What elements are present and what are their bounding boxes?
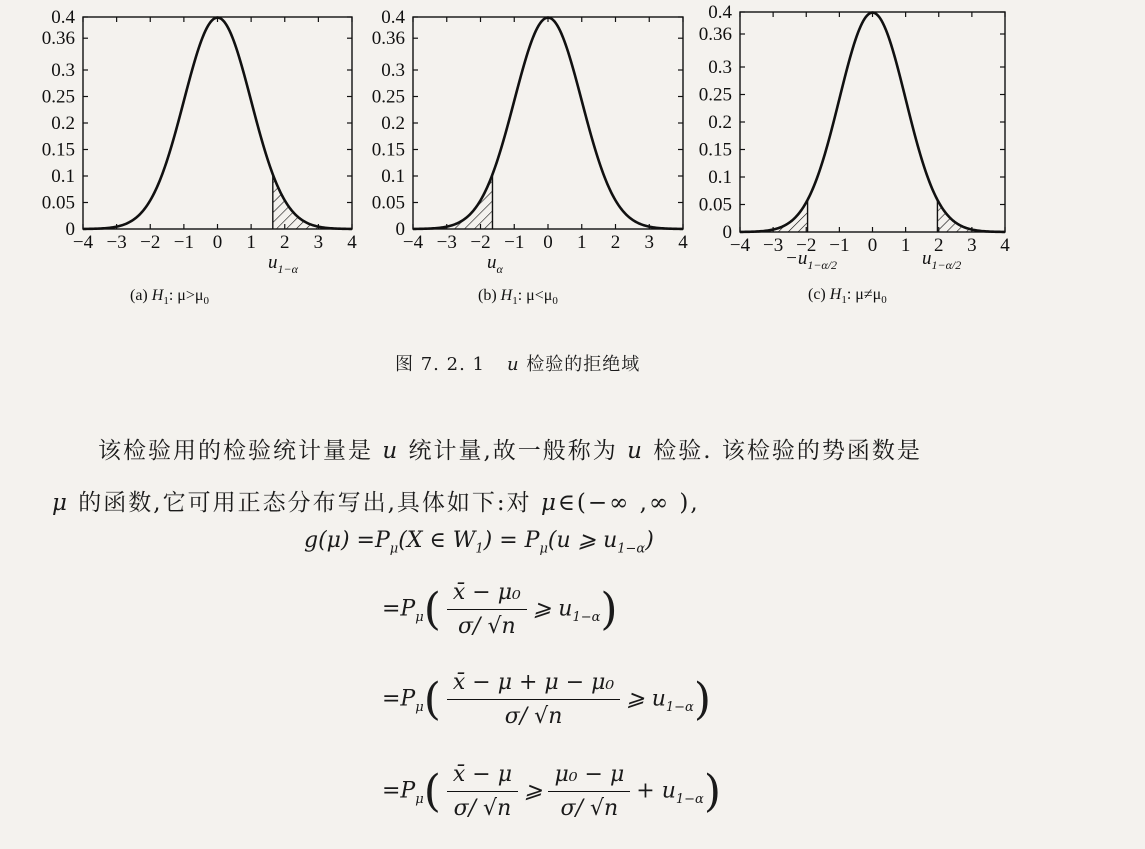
eq-fraction — [548, 762, 630, 821]
math-mu: μ — [540, 490, 558, 516]
x-tick-label: −4 — [402, 232, 424, 253]
math-u: u — [627, 438, 644, 464]
eq-sub: μ — [415, 791, 424, 807]
figure-7-2-1 — [0, 0, 1145, 340]
eq-sub: 1−α — [617, 541, 646, 557]
panel-b-chart — [372, 7, 689, 307]
panel-caption — [478, 287, 558, 307]
y-tick-label: 0.05 — [698, 194, 732, 216]
x-tick-label: 0 — [543, 232, 553, 253]
x-tick-label: 3 — [644, 232, 654, 253]
eq-text: =P — [382, 596, 416, 622]
critical-value-subscript: 1−α/2 — [931, 258, 962, 272]
eq-text: =P — [382, 778, 416, 804]
panel-caption — [808, 286, 887, 306]
fraction-numerator: x̄ − μ₀ — [447, 580, 527, 610]
panel-c-chart — [699, 2, 1011, 306]
text-span: 检验. 该检验的势函数是 — [643, 438, 922, 464]
x-tick-label: 4 — [347, 232, 357, 253]
caption-part: H — [151, 287, 164, 304]
critical-value-subscript: 1−α/2 — [807, 258, 838, 272]
x-tick-label: 2 — [280, 232, 290, 253]
critical-value-label: $-u_{1-\alpha/2}$ — [785, 248, 838, 272]
eq-sub: 1−α — [675, 791, 704, 807]
x-tick-label: 1 — [900, 235, 911, 256]
y-tick-label: 0.05 — [371, 192, 405, 214]
x-tick-label: 1 — [577, 232, 587, 253]
caption-part: : μ>μ — [168, 287, 204, 304]
density-curve — [83, 18, 352, 229]
x-tick-label: −2 — [470, 232, 491, 253]
y-tick-label: 0.05 — [41, 192, 75, 214]
critical-value-label: $u_\alpha$ — [487, 252, 503, 276]
math-mu: μ — [52, 490, 69, 516]
figure-caption-text: 检验的拒绝域 — [519, 354, 641, 375]
equation-4 — [382, 762, 721, 821]
eq-text: (u ⩾ u — [547, 528, 618, 553]
eq-geq: ⩾ — [524, 778, 543, 804]
eq-sub: μ — [539, 541, 548, 557]
equation-2 — [382, 580, 618, 639]
figure-number: 图 7. 2. 1 — [395, 354, 485, 375]
plot-frame — [83, 17, 352, 229]
y-tick-label: 0.1 — [708, 167, 732, 188]
caption-part: 0 — [552, 295, 558, 307]
plot-frame — [740, 12, 1005, 232]
caption-part: (b) — [478, 287, 501, 304]
caption-part: : μ≠μ — [846, 286, 882, 303]
eq-text: g(μ) =P — [304, 528, 390, 553]
text-span: 的函数,它可用正态分布写出,具体如下:对 — [68, 490, 541, 516]
y-tick-label: 0 — [722, 222, 732, 243]
y-tick-label: 0.15 — [41, 139, 75, 161]
eq-paren: ( — [423, 766, 441, 817]
x-tick-label: 4 — [678, 232, 688, 253]
x-tick-label: −3 — [763, 235, 784, 256]
y-tick-label: 0.36 — [371, 28, 405, 50]
equation-1 — [304, 528, 654, 556]
figure-caption — [395, 350, 640, 376]
eq-paren: ( — [423, 584, 441, 635]
text-span: ∈(−∞ ,∞ ), — [557, 490, 700, 516]
critical-value-subscript: 1−α — [277, 262, 298, 276]
x-tick-label: −2 — [796, 235, 817, 256]
y-tick-label: 0.1 — [381, 166, 405, 187]
eq-paren: ( — [423, 674, 441, 725]
caption-part: 0 — [203, 295, 209, 307]
eq-fraction — [447, 580, 527, 639]
figure-caption-u: u — [506, 354, 520, 375]
y-tick-label: 0 — [65, 219, 75, 240]
y-tick-label: 0.2 — [51, 113, 75, 134]
x-tick-label: −3 — [106, 232, 127, 253]
x-tick-label: 0 — [212, 232, 223, 253]
eq-text: + u — [636, 778, 676, 804]
density-curve — [413, 18, 683, 229]
text-span: 统计量,故一般称为 — [399, 438, 628, 464]
x-tick-label: 3 — [313, 232, 324, 253]
eq-paren: ) — [600, 584, 618, 635]
y-tick-label: 0.4 — [381, 7, 405, 28]
eq-paren: ) — [703, 766, 722, 817]
eq-text: ) = P — [483, 528, 540, 553]
y-tick-label: 0.3 — [381, 60, 405, 81]
caption-part: H — [500, 287, 513, 304]
x-tick-label: 4 — [1000, 235, 1010, 256]
eq-sub: μ — [415, 699, 424, 715]
fraction-numerator: x̄ − μ — [447, 762, 518, 792]
eq-sub: 1 — [475, 541, 484, 557]
y-tick-label: 0.2 — [708, 112, 732, 133]
x-tick-label: 2 — [610, 232, 621, 253]
caption-part: 1 — [163, 295, 169, 307]
critical-value-subscript: α — [496, 262, 503, 276]
fraction-denominator: σ/ √n — [560, 796, 619, 821]
eq-sub: 1−α — [665, 699, 694, 715]
x-tick-label: 3 — [967, 235, 977, 256]
math-u: u — [382, 438, 400, 464]
x-tick-label: 1 — [246, 232, 256, 253]
y-tick-label: 0.15 — [698, 139, 732, 161]
fraction-denominator: σ/ √n — [458, 614, 516, 639]
x-tick-label: −4 — [729, 235, 751, 256]
equation-3 — [382, 670, 711, 729]
y-tick-label: 0.2 — [381, 113, 405, 134]
x-tick-label: −1 — [173, 232, 194, 253]
x-tick-label: 0 — [867, 235, 878, 256]
eq-text: =P — [382, 686, 416, 712]
eq-sub: 1−α — [572, 609, 601, 625]
caption-part: 0 — [881, 294, 887, 306]
x-tick-label: −4 — [72, 232, 94, 253]
caption-part: (a) — [130, 287, 152, 304]
x-tick-label: −1 — [829, 235, 850, 256]
panel-a-chart — [42, 7, 358, 307]
fraction-denominator: σ/ √n — [504, 704, 563, 729]
y-tick-label: 0.25 — [41, 86, 75, 108]
y-tick-label: 0.36 — [41, 28, 75, 50]
eq-fraction — [447, 670, 620, 729]
y-tick-label: 0.15 — [371, 139, 405, 161]
x-tick-label: 2 — [934, 235, 944, 256]
panel-caption — [130, 287, 209, 307]
fraction-numerator: μ₀ − μ — [548, 762, 630, 792]
y-tick-label: 0.3 — [51, 60, 75, 81]
eq-text: ⩾ u — [626, 686, 666, 712]
y-tick-label: 0.4 — [51, 7, 75, 28]
x-tick-label: −1 — [504, 232, 525, 253]
y-tick-label: 0.25 — [698, 84, 732, 106]
caption-part: 1 — [841, 294, 847, 306]
critical-value-label: $u_{1-\alpha/2}$ — [922, 248, 962, 272]
paragraph-line-1 — [98, 432, 1098, 465]
caption-part: (c) — [808, 286, 830, 303]
y-tick-label: 0.25 — [371, 86, 405, 108]
density-curve — [740, 13, 1005, 232]
fraction-denominator: σ/ √n — [453, 796, 512, 821]
y-tick-label: 0.3 — [708, 57, 732, 78]
text-span: 该检验用的检验统计量是 — [98, 438, 383, 464]
eq-text: (X ∈ W — [398, 528, 476, 553]
fraction-numerator: x̄ − μ + μ − μ₀ — [447, 670, 620, 700]
y-tick-label: 0.4 — [708, 2, 732, 23]
caption-part: H — [829, 286, 842, 303]
y-tick-label: 0 — [395, 219, 405, 240]
caption-part: : μ<μ — [517, 287, 553, 304]
eq-paren: ) — [693, 674, 711, 725]
caption-part: 1 — [512, 295, 518, 307]
eq-text: ) — [645, 528, 654, 553]
eq-text: ⩾ u — [532, 596, 573, 622]
y-tick-label: 0.36 — [698, 24, 732, 45]
x-tick-label: −3 — [436, 232, 457, 253]
eq-sub: μ — [389, 541, 399, 557]
y-tick-label: 0.1 — [51, 166, 75, 187]
critical-value-label: $u_{1-\alpha}$ — [268, 252, 298, 276]
eq-sub: μ — [415, 609, 424, 625]
x-tick-label: −2 — [140, 232, 161, 253]
plot-frame — [413, 17, 683, 229]
paragraph-line-2 — [52, 484, 1052, 517]
eq-fraction — [447, 762, 518, 821]
